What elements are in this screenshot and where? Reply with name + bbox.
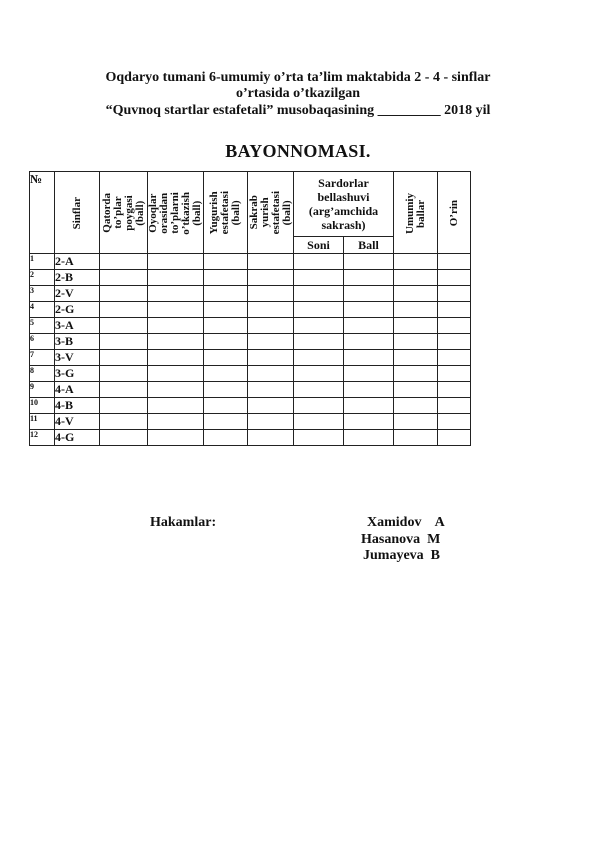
- class-name: 2-G: [55, 302, 100, 318]
- empty-cell: [148, 414, 204, 430]
- empty-cell: [204, 350, 248, 366]
- empty-cell: [204, 414, 248, 430]
- empty-cell: [204, 382, 248, 398]
- class-name: 3-A: [55, 318, 100, 334]
- empty-cell: [344, 430, 394, 446]
- header-line-3: “Quvnoq startlar estafetali” musobaqasining _________ 2018 yil: [105, 103, 491, 118]
- empty-cell: [344, 382, 394, 398]
- empty-cell: [248, 318, 294, 334]
- empty-cell: [248, 430, 294, 446]
- empty-cell: [148, 398, 204, 414]
- row-number: 11: [30, 414, 55, 430]
- empty-cell: [438, 430, 471, 446]
- class-name: 4-V: [55, 414, 100, 430]
- row-number: 7: [30, 350, 55, 366]
- empty-cell: [294, 366, 344, 382]
- table-row: [30, 334, 471, 350]
- empty-cell: [100, 270, 148, 286]
- column-header-orin: O’rin: [438, 172, 471, 254]
- empty-cell: [344, 318, 394, 334]
- empty-cell: [148, 286, 204, 302]
- empty-cell: [100, 286, 148, 302]
- empty-cell: [438, 382, 471, 398]
- judge-name-3: Jumayeva B: [363, 548, 440, 563]
- empty-cell: [148, 318, 204, 334]
- row-number: 8: [30, 366, 55, 382]
- column-header-yugurish: Yugurish estafetasi (ball): [204, 172, 248, 254]
- table-row: [30, 286, 471, 302]
- column-header-oyoqlar: Oyoqlar orasidan to’plarni o’tkazish (ball): [148, 172, 204, 254]
- table-row: [30, 366, 471, 382]
- table-body: [30, 254, 471, 446]
- results-table: [29, 171, 471, 446]
- empty-cell: [294, 430, 344, 446]
- empty-cell: [438, 350, 471, 366]
- empty-cell: [100, 430, 148, 446]
- empty-cell: [438, 270, 471, 286]
- empty-cell: [148, 270, 204, 286]
- empty-cell: [394, 382, 438, 398]
- class-name: 4-B: [55, 398, 100, 414]
- empty-cell: [294, 334, 344, 350]
- empty-cell: [344, 270, 394, 286]
- empty-cell: [394, 366, 438, 382]
- table-row: [30, 270, 471, 286]
- empty-cell: [294, 350, 344, 366]
- empty-cell: [100, 334, 148, 350]
- empty-cell: [344, 366, 394, 382]
- judges-label: Hakamlar:: [150, 515, 217, 530]
- empty-cell: [438, 414, 471, 430]
- table-row: [30, 254, 471, 270]
- empty-cell: [204, 334, 248, 350]
- empty-cell: [438, 398, 471, 414]
- empty-cell: [100, 350, 148, 366]
- empty-cell: [100, 254, 148, 270]
- header-line-1: Oqdaryo tumani 6-umumiy o’rta ta’lim maktabida 2 - 4 - sinflar: [105, 70, 491, 85]
- table-row: [30, 350, 471, 366]
- empty-cell: [438, 366, 471, 382]
- column-header-soni: Soni: [294, 237, 344, 254]
- empty-cell: [344, 350, 394, 366]
- table-row: [30, 302, 471, 318]
- empty-cell: [148, 382, 204, 398]
- empty-cell: [248, 350, 294, 366]
- empty-cell: [248, 302, 294, 318]
- empty-cell: [394, 302, 438, 318]
- empty-cell: [204, 286, 248, 302]
- class-name: 3-B: [55, 334, 100, 350]
- empty-cell: [204, 430, 248, 446]
- row-number: 6: [30, 334, 55, 350]
- empty-cell: [204, 398, 248, 414]
- table-row: [30, 382, 471, 398]
- row-number: 2: [30, 270, 55, 286]
- empty-cell: [394, 254, 438, 270]
- empty-cell: [248, 254, 294, 270]
- row-number: 10: [30, 398, 55, 414]
- empty-cell: [204, 366, 248, 382]
- empty-cell: [438, 334, 471, 350]
- table-row: [30, 318, 471, 334]
- class-name: 2-V: [55, 286, 100, 302]
- row-number: 12: [30, 430, 55, 446]
- empty-cell: [344, 302, 394, 318]
- class-name: 2-B: [55, 270, 100, 286]
- empty-cell: [438, 318, 471, 334]
- empty-cell: [248, 366, 294, 382]
- empty-cell: [148, 350, 204, 366]
- row-number: 4: [30, 302, 55, 318]
- row-number: 1: [30, 254, 55, 270]
- empty-cell: [248, 286, 294, 302]
- class-name: 3-V: [55, 350, 100, 366]
- column-header-classes: Sinflar: [55, 172, 100, 254]
- empty-cell: [248, 398, 294, 414]
- table-row: [30, 398, 471, 414]
- empty-cell: [394, 350, 438, 366]
- empty-cell: [204, 254, 248, 270]
- empty-cell: [148, 302, 204, 318]
- empty-cell: [294, 270, 344, 286]
- row-number: 9: [30, 382, 55, 398]
- empty-cell: [248, 334, 294, 350]
- column-header-sakrab: Sakrab yurish estafetasi (ball): [248, 172, 294, 254]
- empty-cell: [294, 302, 344, 318]
- empty-cell: [100, 414, 148, 430]
- empty-cell: [100, 398, 148, 414]
- empty-cell: [248, 382, 294, 398]
- empty-cell: [204, 318, 248, 334]
- empty-cell: [394, 270, 438, 286]
- class-name: 4-A: [55, 382, 100, 398]
- empty-cell: [204, 270, 248, 286]
- header-line-2: o’rtasida o’tkazilgan: [235, 86, 361, 101]
- empty-cell: [344, 254, 394, 270]
- empty-cell: [438, 286, 471, 302]
- column-header-umumiy: Umumiy ballar: [394, 172, 438, 254]
- empty-cell: [394, 334, 438, 350]
- column-header-number: №: [30, 172, 55, 254]
- document-title: BAYONNOMASI.: [225, 141, 371, 161]
- column-header-sardorlar: Sardorlar bellashuvi (arg’amchida sakrash): [294, 172, 394, 237]
- empty-cell: [100, 366, 148, 382]
- empty-cell: [248, 270, 294, 286]
- empty-cell: [294, 318, 344, 334]
- column-header-qatorda: Qatorda to’plar poygasi (ball): [100, 172, 148, 254]
- empty-cell: [394, 286, 438, 302]
- empty-cell: [294, 286, 344, 302]
- empty-cell: [394, 398, 438, 414]
- empty-cell: [344, 286, 394, 302]
- empty-cell: [148, 430, 204, 446]
- empty-cell: [438, 254, 471, 270]
- empty-cell: [148, 334, 204, 350]
- empty-cell: [248, 414, 294, 430]
- row-number: 5: [30, 318, 55, 334]
- judge-name-1: Xamidov A: [367, 515, 445, 530]
- empty-cell: [344, 398, 394, 414]
- class-name: 3-G: [55, 366, 100, 382]
- empty-cell: [294, 398, 344, 414]
- empty-cell: [394, 414, 438, 430]
- empty-cell: [344, 414, 394, 430]
- table-row: [30, 414, 471, 430]
- empty-cell: [148, 254, 204, 270]
- table-row: [30, 430, 471, 446]
- column-header-ball: Ball: [344, 237, 394, 254]
- empty-cell: [204, 302, 248, 318]
- empty-cell: [344, 334, 394, 350]
- empty-cell: [100, 302, 148, 318]
- class-name: 2-A: [55, 254, 100, 270]
- class-name: 4-G: [55, 430, 100, 446]
- empty-cell: [394, 318, 438, 334]
- empty-cell: [100, 318, 148, 334]
- empty-cell: [438, 302, 471, 318]
- judge-name-2: Hasanova M: [361, 532, 441, 547]
- empty-cell: [294, 254, 344, 270]
- empty-cell: [294, 382, 344, 398]
- row-number: 3: [30, 286, 55, 302]
- empty-cell: [148, 366, 204, 382]
- empty-cell: [100, 382, 148, 398]
- empty-cell: [394, 430, 438, 446]
- empty-cell: [294, 414, 344, 430]
